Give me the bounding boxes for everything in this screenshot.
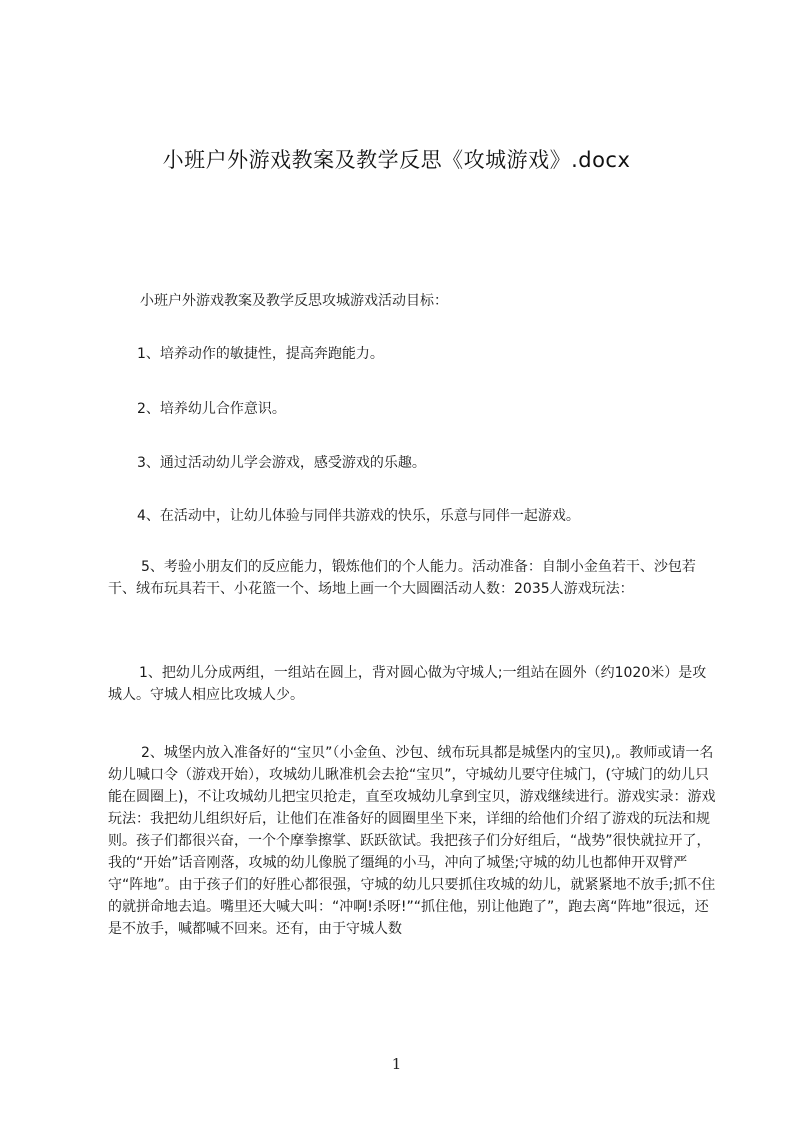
paragraph-goal-1: 1、培养动作的敏捷性，提高奔跑能力。 — [137, 346, 384, 362]
paragraph-play-step-2: 2、城堡内放入准备好的“宝贝”（小金鱼、沙包、绒布玩具都是城堡内的宝贝),。教师或请一名幼儿喊口令（游戏开始），攻城幼儿瞅准机会去抢“宝贝”，守城幼儿要守住城门，(守城门的幼儿只能在圆圈上)，不让攻城幼儿把宝贝抢走，直至攻城幼儿拿到宝贝，游戏继续进行。游戏实录：游戏玩法：我把幼儿组织好后，让他们在准备好的圆圈里坐下来，详细的给他们介绍了游戏的玩法和规则。孩子们都很兴奋，一个个摩拳擦掌、跃跃欲试。我把孩子们分好组后，“战势”很快就拉开了，我的“开始”话音刚落，攻城的幼儿像脱了缰绳的小马，冲向了城堡;守城的幼儿也都伸开双臂严守“阵地”。由于孩子们的好胜心都很强，守城的幼儿只要抓住攻城的幼儿，就紧紧地不放手;抓不住的就拼命地去追。嘴里还大喊大叫：“冲啊!杀呀!”“抓住他，别让他跑了”，跑去离“阵地”很远，还是不放手，喊都喊不回来。还有，由于守城人数 — [108, 745, 716, 937]
paragraph-play-step-1: 1、把幼儿分成两组，一组站在圆上，背对圆心做为守城人;一组站在圆外（约1020米）是攻城人。守城人相应比攻城人少。 — [108, 665, 707, 703]
paragraph-goal-4: 4、在活动中，让幼儿体验与同伴共游戏的快乐，乐意与同伴一起游戏。 — [137, 508, 580, 524]
paragraph-goal-3: 3、通过活动幼儿学会游戏，感受游戏的乐趣。 — [137, 455, 426, 471]
paragraph-intro: 小班户外游戏教案及教学反思攻城游戏活动目标： — [140, 293, 448, 309]
document-title: 小班户外游戏教案及教学反思《攻城游戏》.docx — [162, 148, 631, 172]
paragraph-goal-5-and-preparation: 5、考验小朋友们的反应能力，锻炼他们的个人能力。活动准备：自制小金鱼若干、沙包若干、绒布玩具若干、小花篮一个、场地上画一个大圆圈活动人数：2035人游戏玩法： — [108, 559, 696, 597]
page-number: 1 — [391, 1055, 402, 1073]
paragraph-goal-2: 2、培养幼儿合作意识。 — [137, 401, 286, 417]
